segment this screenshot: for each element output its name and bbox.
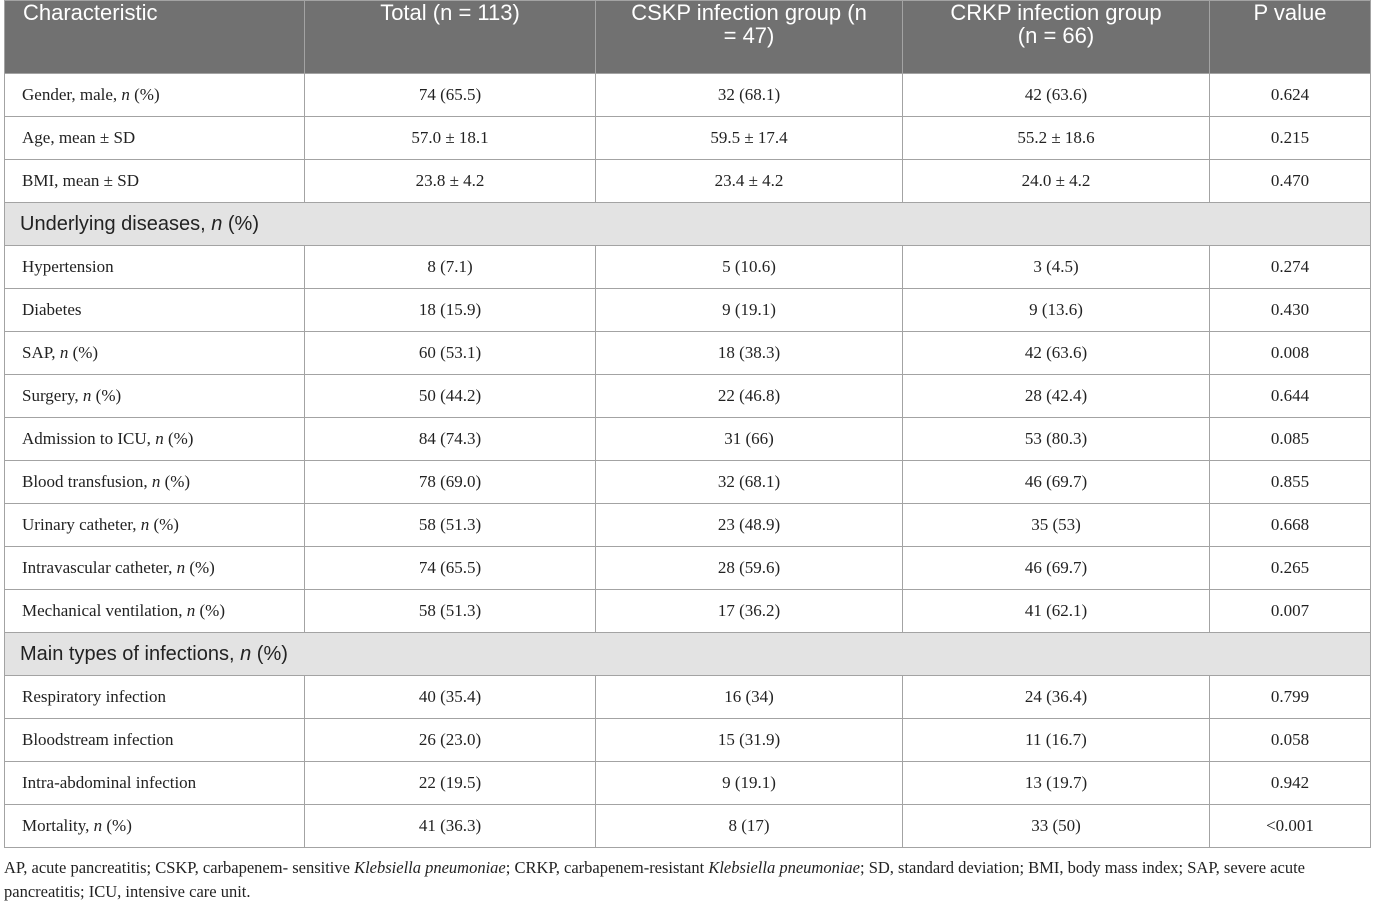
row-label: BMI, mean ± SD — [5, 160, 305, 203]
table-row — [5, 74, 1371, 117]
footnote-part-2: ; CRKP, carbapenem-resistant — [505, 858, 709, 877]
cell-total: 57.0 ± 18.1 — [305, 117, 596, 160]
cell-total: 22 (19.5) — [305, 762, 596, 805]
cell-p-value: 0.085 — [1210, 418, 1371, 461]
header-row — [5, 1, 1371, 74]
cell-total: 41 (36.3) — [305, 805, 596, 848]
cell-crkp: 46 (69.7) — [903, 461, 1210, 504]
row-label: Bloodstream infection — [5, 719, 305, 762]
row-label: Gender, male, n (%) — [5, 74, 305, 117]
table-row — [5, 117, 1371, 160]
cell-total: 58 (51.3) — [305, 590, 596, 633]
row-label: Intravascular catheter, n (%) — [5, 547, 305, 590]
row-label: SAP, n (%) — [5, 332, 305, 375]
table-row — [5, 504, 1371, 547]
cell-p-value: 0.470 — [1210, 160, 1371, 203]
cell-total: 60 (53.1) — [305, 332, 596, 375]
cell-crkp: 3 (4.5) — [903, 246, 1210, 289]
header-crkp-line1: CRKP infection group — [950, 0, 1162, 25]
table-row — [5, 461, 1371, 504]
table-row — [5, 375, 1371, 418]
cell-crkp: 46 (69.7) — [903, 547, 1210, 590]
header-cskp-line2: = 47) — [723, 23, 775, 48]
header-p-value: P value — [1210, 1, 1371, 74]
table-row — [5, 762, 1371, 805]
cell-p-value: 0.274 — [1210, 246, 1371, 289]
cell-crkp: 42 (63.6) — [903, 74, 1210, 117]
cell-total: 26 (23.0) — [305, 719, 596, 762]
cell-total: 74 (65.5) — [305, 74, 596, 117]
cell-p-value: 0.430 — [1210, 289, 1371, 332]
cell-crkp: 24.0 ± 4.2 — [903, 160, 1210, 203]
cell-crkp: 11 (16.7) — [903, 719, 1210, 762]
cell-crkp: 53 (80.3) — [903, 418, 1210, 461]
table-row — [5, 547, 1371, 590]
cell-cskp: 9 (19.1) — [596, 762, 903, 805]
section-row — [5, 203, 1371, 246]
table-row — [5, 590, 1371, 633]
footnote-part-3: ; SD, standard deviation; BMI, body mass index; SAP, severe acute pancreatitis; ICU, intensive care unit. — [4, 858, 1305, 901]
row-label: Hypertension — [5, 246, 305, 289]
row-label: Mechanical ventilation, n (%) — [5, 590, 305, 633]
cell-cskp: 9 (19.1) — [596, 289, 903, 332]
cell-cskp: 16 (34) — [596, 676, 903, 719]
cell-crkp: 24 (36.4) — [903, 676, 1210, 719]
table-body — [5, 74, 1371, 848]
cell-crkp: 33 (50) — [903, 805, 1210, 848]
row-label: Age, mean ± SD — [5, 117, 305, 160]
footnote-species-1: Klebsiella pneumoniae — [354, 858, 506, 877]
cell-total: 58 (51.3) — [305, 504, 596, 547]
cell-cskp: 32 (68.1) — [596, 74, 903, 117]
table-row — [5, 160, 1371, 203]
cell-cskp: 17 (36.2) — [596, 590, 903, 633]
cell-crkp: 35 (53) — [903, 504, 1210, 547]
cell-cskp: 18 (38.3) — [596, 332, 903, 375]
row-label: Blood transfusion, n (%) — [5, 461, 305, 504]
cell-total: 74 (65.5) — [305, 547, 596, 590]
cell-p-value: 0.058 — [1210, 719, 1371, 762]
row-label: Diabetes — [5, 289, 305, 332]
table-row — [5, 289, 1371, 332]
row-label: Urinary catheter, n (%) — [5, 504, 305, 547]
cell-total: 84 (74.3) — [305, 418, 596, 461]
cell-total: 40 (35.4) — [305, 676, 596, 719]
cell-total: 78 (69.0) — [305, 461, 596, 504]
header-characteristic: Characteristic — [5, 1, 305, 74]
cell-crkp: 9 (13.6) — [903, 289, 1210, 332]
cell-p-value: 0.215 — [1210, 117, 1371, 160]
row-label: Admission to ICU, n (%) — [5, 418, 305, 461]
row-label: Respiratory infection — [5, 676, 305, 719]
cell-crkp: 41 (62.1) — [903, 590, 1210, 633]
cell-total: 23.8 ± 4.2 — [305, 160, 596, 203]
cell-crkp: 55.2 ± 18.6 — [903, 117, 1210, 160]
cell-total: 50 (44.2) — [305, 375, 596, 418]
cell-cskp: 23.4 ± 4.2 — [596, 160, 903, 203]
footnote-species-2: Klebsiella pneumoniae — [708, 858, 860, 877]
cell-cskp: 22 (46.8) — [596, 375, 903, 418]
cell-p-value: 0.265 — [1210, 547, 1371, 590]
header-cskp-line1: CSKP infection group (n — [631, 0, 867, 25]
section-row — [5, 633, 1371, 676]
table-row — [5, 676, 1371, 719]
cell-cskp: 15 (31.9) — [596, 719, 903, 762]
table-row — [5, 332, 1371, 375]
cell-total: 18 (15.9) — [305, 289, 596, 332]
cell-cskp: 32 (68.1) — [596, 461, 903, 504]
cell-crkp: 13 (19.7) — [903, 762, 1210, 805]
cell-total: 8 (7.1) — [305, 246, 596, 289]
table-footnote — [4, 856, 1372, 904]
section-title: Main types of infections, n (%) — [5, 633, 1371, 676]
cell-p-value: <0.001 — [1210, 805, 1371, 848]
table-row — [5, 805, 1371, 848]
cell-p-value: 0.624 — [1210, 74, 1371, 117]
cell-crkp: 42 (63.6) — [903, 332, 1210, 375]
cell-p-value: 0.855 — [1210, 461, 1371, 504]
cell-cskp: 31 (66) — [596, 418, 903, 461]
cell-p-value: 0.799 — [1210, 676, 1371, 719]
cell-p-value: 0.942 — [1210, 762, 1371, 805]
table-row — [5, 418, 1371, 461]
header-crkp-line2: (n = 66) — [1017, 23, 1095, 48]
cell-cskp: 28 (59.6) — [596, 547, 903, 590]
row-label: Mortality, n (%) — [5, 805, 305, 848]
footnote-part-1: AP, acute pancreatitis; CSKP, carbapenem- sensitive — [4, 858, 355, 877]
cell-cskp: 8 (17) — [596, 805, 903, 848]
section-title: Underlying diseases, n (%) — [5, 203, 1371, 246]
cell-crkp: 28 (42.4) — [903, 375, 1210, 418]
characteristics-table — [4, 0, 1371, 848]
header-crkp — [903, 1, 1210, 74]
table-row — [5, 719, 1371, 762]
row-label: Surgery, n (%) — [5, 375, 305, 418]
cell-p-value: 0.008 — [1210, 332, 1371, 375]
cell-p-value: 0.644 — [1210, 375, 1371, 418]
cell-p-value: 0.668 — [1210, 504, 1371, 547]
row-label: Intra-abdominal infection — [5, 762, 305, 805]
cell-cskp: 59.5 ± 17.4 — [596, 117, 903, 160]
table-row — [5, 246, 1371, 289]
header-cskp — [596, 1, 903, 74]
header-total: Total (n = 113) — [305, 1, 596, 74]
cell-cskp: 23 (48.9) — [596, 504, 903, 547]
cell-cskp: 5 (10.6) — [596, 246, 903, 289]
cell-p-value: 0.007 — [1210, 590, 1371, 633]
